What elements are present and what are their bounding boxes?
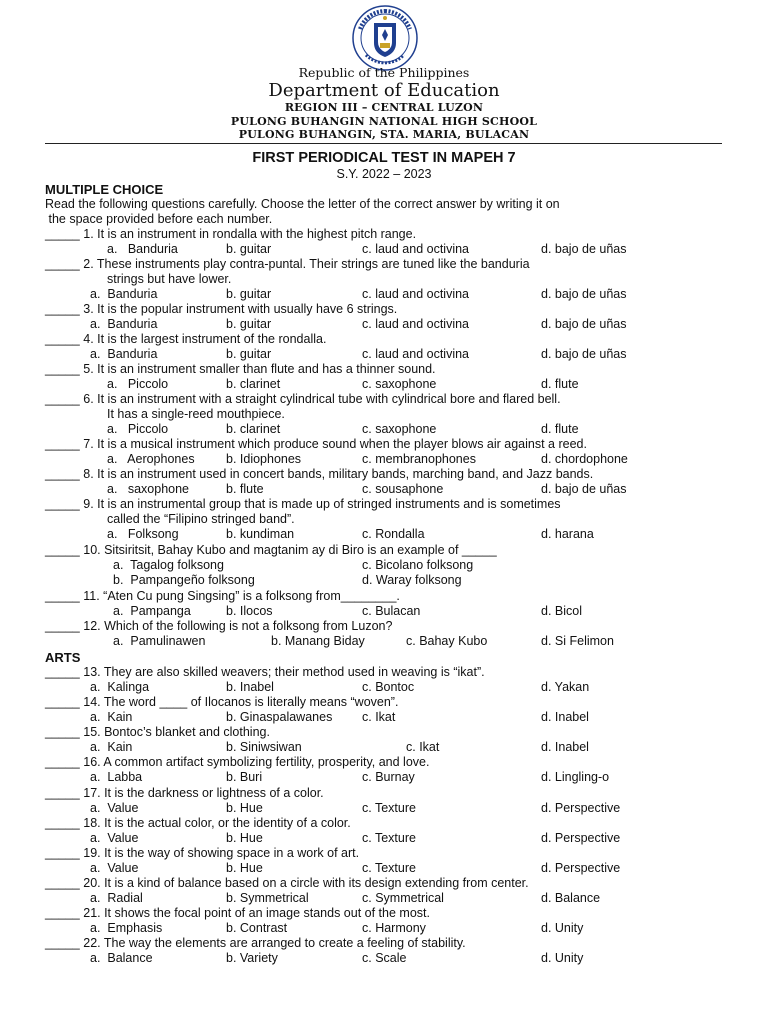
- question-8: [45, 467, 593, 482]
- option-b: b. Variety: [226, 951, 278, 965]
- question-text: 8. It is an instrument used in concert bands, military bands, marching band, and Jazz bands.: [79, 467, 594, 481]
- option-d: d. bajo de uñas: [541, 317, 627, 331]
- option-b: b. Symmetrical: [226, 891, 309, 905]
- option-d: d. flute: [541, 422, 579, 436]
- option-a: a. Aerophones: [107, 452, 195, 466]
- option-b: b. Inabel: [226, 680, 274, 694]
- option-c: c. Bicolano folksong: [362, 558, 474, 572]
- option-d: d. Lingling-o: [541, 770, 610, 784]
- option-a: a. Banduria: [90, 317, 158, 331]
- option-c: c. Bontoc: [362, 680, 415, 694]
- answer-blank[interactable]: _____: [45, 665, 80, 679]
- question-22: [45, 936, 466, 951]
- answer-blank[interactable]: _____: [45, 695, 80, 709]
- option-d: d. Perspective: [541, 831, 621, 845]
- option-c: c. Bulacan: [362, 604, 421, 618]
- option-a: a. Kalinga: [90, 680, 150, 694]
- option-b: b. flute: [226, 482, 264, 496]
- question-text: 13. They are also skilled weavers; their method used in weaving is “ikat”.: [79, 665, 485, 679]
- option-b: b. Siniwsiwan: [226, 740, 302, 754]
- question-text: 12. Which of the following is not a folksong from Luzon?: [79, 619, 393, 633]
- question-text: 6. It is an instrument with a straight cylindrical tube with cylindrical bore and flared bell.: [79, 392, 561, 406]
- option-c: c. saxophone: [362, 377, 437, 391]
- option-c: c. Rondalla: [362, 527, 425, 541]
- option-c: c. Bahay Kubo: [406, 634, 488, 648]
- option-b: b. clarinet: [226, 377, 281, 391]
- option-c: c. Burnay: [362, 770, 415, 784]
- option-c: c. Harmony: [362, 921, 426, 935]
- option-d: d. bajo de uñas: [541, 482, 627, 496]
- option-a: a. Folksong: [107, 527, 179, 541]
- option-a: a. Radial: [90, 891, 143, 905]
- question-text: 2. These instruments play contra-puntal. Their strings are tuned like the banduria: [79, 257, 530, 271]
- question-text: 9. It is an instrumental group that is made up of stringed instruments and is sometimes: [79, 497, 561, 511]
- answer-blank[interactable]: _____: [45, 543, 80, 557]
- question-21: [45, 906, 430, 921]
- option-a: a. Emphasis: [90, 921, 163, 935]
- answer-blank[interactable]: _____: [45, 906, 80, 920]
- instructions-line-1: Read the following questions carefully. Choose the letter of the correct answer by writing it on: [45, 197, 560, 211]
- answer-blank[interactable]: _____: [45, 589, 80, 603]
- question-text: 18. It is the actual color, or the identity of a color.: [79, 816, 351, 830]
- question-18: [45, 816, 351, 831]
- question-text: 11. “Aten Cu pung Singsing” is a folksong from________.: [79, 589, 400, 603]
- answer-blank[interactable]: _____: [45, 619, 80, 633]
- option-d: d. Waray folksong: [362, 573, 462, 587]
- option-c: c. Texture: [362, 831, 416, 845]
- option-d: d. chordophone: [541, 452, 628, 466]
- option-a: a. Pamulinawen: [113, 634, 206, 648]
- option-a: a. Labba: [90, 770, 143, 784]
- question-text: 15. Bontoc’s blanket and clothing.: [79, 725, 270, 739]
- answer-blank[interactable]: _____: [45, 362, 80, 376]
- question-text: 10. Sitsiritsit, Bahay Kubo and magtanim ay di Biro is an example of _____: [79, 543, 497, 557]
- region-line: REGION III – CENTRAL LUZON: [284, 101, 484, 114]
- option-a: a. Banduria: [90, 347, 158, 361]
- republic-line: Republic of the Philippines: [298, 65, 470, 80]
- answer-blank[interactable]: _____: [45, 392, 80, 406]
- option-c: c. membranophones: [362, 452, 476, 466]
- question-text: 5. It is an instrument smaller than flute and has a thinner sound.: [79, 362, 436, 376]
- option-c: c. sousaphone: [362, 482, 444, 496]
- question-13: [45, 665, 485, 680]
- option-b: b. Pampangeño folksong: [113, 573, 255, 587]
- question-continuation: strings but have lower.: [107, 272, 232, 286]
- option-b: b. Hue: [226, 861, 263, 875]
- answer-blank[interactable]: _____: [45, 846, 80, 860]
- option-c: c. laud and octivina: [362, 347, 470, 361]
- answer-blank[interactable]: _____: [45, 725, 80, 739]
- instructions-line-2: the space provided before each number.: [45, 212, 273, 226]
- option-a: a. Balance: [90, 951, 153, 965]
- question-4: [45, 332, 326, 347]
- question-16: [45, 755, 429, 770]
- option-b: b. Manang Biday: [271, 634, 365, 648]
- option-d: d. Perspective: [541, 801, 621, 815]
- question-9: [45, 497, 561, 512]
- option-b: b. clarinet: [226, 422, 281, 436]
- header-divider: [45, 143, 722, 144]
- option-c: c. Ikat: [362, 710, 396, 724]
- question-text: 17. It is the darkness or lightness of a color.: [79, 786, 324, 800]
- question-17: [45, 786, 324, 801]
- option-c: c. Texture: [362, 801, 416, 815]
- school-address: PULONG BUHANGIN, STA. MARIA, BULACAN: [238, 128, 530, 141]
- question-14: [45, 695, 398, 710]
- answer-blank[interactable]: _____: [45, 332, 80, 346]
- option-a: a. Value: [90, 831, 139, 845]
- option-d: d. Unity: [541, 921, 584, 935]
- option-c: c. Symmetrical: [362, 891, 444, 905]
- option-b: b. Hue: [226, 801, 263, 815]
- department-name: Department of Education: [268, 80, 500, 101]
- option-a: a. Piccolo: [107, 422, 169, 436]
- school-year: S.Y. 2022 – 2023: [336, 167, 432, 181]
- option-d: d. Perspective: [541, 861, 621, 875]
- option-d: d. Yakan: [541, 680, 590, 694]
- question-text: 20. It is a kind of balance based on a circle with its design extending from center.: [79, 876, 529, 890]
- option-c: c. laud and octivina: [362, 317, 470, 331]
- option-d: d. bajo de uñas: [541, 347, 627, 361]
- option-d: d. bajo de uñas: [541, 287, 627, 301]
- question-20: [45, 876, 529, 891]
- option-a: a. Tagalog folksong: [113, 558, 224, 572]
- answer-blank[interactable]: _____: [45, 302, 80, 316]
- option-a: a. saxophone: [107, 482, 190, 496]
- question-text: 7. It is a musical instrument which produce sound when the player blows air against a reed.: [79, 437, 587, 451]
- option-c: c. laud and octivina: [362, 287, 470, 301]
- question-7: [45, 437, 587, 452]
- option-b: b. Ginaspalawanes: [226, 710, 333, 724]
- option-d: d. Unity: [541, 951, 584, 965]
- question-10: [45, 543, 497, 558]
- option-a: a. Value: [90, 801, 139, 815]
- question-19: [45, 846, 359, 861]
- question-text: 4. It is the largest instrument of the rondalla.: [79, 332, 327, 346]
- question-text: 21. It shows the focal point of an image stands out of the most.: [79, 906, 430, 920]
- answer-blank[interactable]: _____: [45, 755, 80, 769]
- option-b: b. guitar: [226, 317, 272, 331]
- answer-blank[interactable]: _____: [45, 227, 80, 241]
- option-d: d. Inabel: [541, 710, 589, 724]
- option-d: d. Bicol: [541, 604, 582, 618]
- question-5: [45, 362, 436, 377]
- option-b: b. Ilocos: [226, 604, 273, 618]
- answer-blank[interactable]: _____: [45, 437, 80, 451]
- option-a: a. Piccolo: [107, 377, 169, 391]
- option-b: b. Hue: [226, 831, 263, 845]
- question-text: 16. A common artifact symbolizing fertility, prosperity, and love.: [79, 755, 430, 769]
- option-b: b. Buri: [226, 770, 263, 784]
- question-continuation: called the “Filipino stringed band”.: [107, 512, 295, 526]
- option-b: b. kundiman: [226, 527, 295, 541]
- option-a: a. Kain: [90, 740, 133, 754]
- answer-blank[interactable]: _____: [45, 497, 80, 511]
- option-a: a. Value: [90, 861, 139, 875]
- answer-blank[interactable]: _____: [45, 816, 80, 830]
- answer-blank[interactable]: _____: [45, 876, 80, 890]
- option-b: b. guitar: [226, 287, 272, 301]
- option-c: c. Texture: [362, 861, 416, 875]
- question-6: [45, 392, 561, 407]
- test-title: FIRST PERIODICAL TEST IN MAPEH 7: [252, 150, 516, 166]
- option-d: d. Inabel: [541, 740, 589, 754]
- question-text: 1. It is an instrument in rondalla with the highest pitch range.: [79, 227, 417, 241]
- option-c: c. Ikat: [406, 740, 440, 754]
- question-text: 14. The word ____ of Ilocanos is literally means “woven”.: [79, 695, 399, 709]
- option-d: d. Si Felimon: [541, 634, 614, 648]
- question-1: [45, 227, 416, 242]
- option-d: d. Balance: [541, 891, 601, 905]
- option-b: b. guitar: [226, 242, 272, 256]
- school-name: PULONG BUHANGIN NATIONAL HIGH SCHOOL: [230, 115, 538, 128]
- answer-blank[interactable]: _____: [45, 257, 80, 271]
- question-3: [45, 302, 397, 317]
- question-text: 3. It is the popular instrument with usually have 6 strings.: [79, 302, 398, 316]
- answer-blank[interactable]: _____: [45, 467, 80, 481]
- question-12: [45, 619, 392, 634]
- question-2: [45, 257, 530, 272]
- option-b: b. guitar: [226, 347, 272, 361]
- question-15: [45, 725, 270, 740]
- answer-blank[interactable]: _____: [45, 936, 80, 950]
- option-c: c. Scale: [362, 951, 407, 965]
- option-a: a. Banduria: [90, 287, 158, 301]
- section-heading-arts: ARTS: [45, 650, 81, 665]
- option-b: b. Idiophones: [226, 452, 302, 466]
- question-text: 22. The way the elements are arranged to create a feeling of stability.: [79, 936, 466, 950]
- question-11: [45, 589, 400, 604]
- option-d: d. flute: [541, 377, 579, 391]
- option-b: b. Contrast: [226, 921, 288, 935]
- deped-seal-icon: [352, 5, 418, 71]
- option-a: a. Banduria: [107, 242, 178, 256]
- option-c: c. laud and octivina: [362, 242, 470, 256]
- option-c: c. saxophone: [362, 422, 437, 436]
- option-a: a. Kain: [90, 710, 133, 724]
- option-a: a. Pampanga: [113, 604, 191, 618]
- option-d: d. harana: [541, 527, 594, 541]
- question-continuation: It has a single-reed mouthpiece.: [107, 407, 285, 421]
- answer-blank[interactable]: _____: [45, 786, 80, 800]
- question-text: 19. It is the way of showing space in a work of art.: [79, 846, 360, 860]
- option-d: d. bajo de uñas: [541, 242, 627, 256]
- section-heading-multiple-choice: MULTIPLE CHOICE: [45, 182, 164, 197]
